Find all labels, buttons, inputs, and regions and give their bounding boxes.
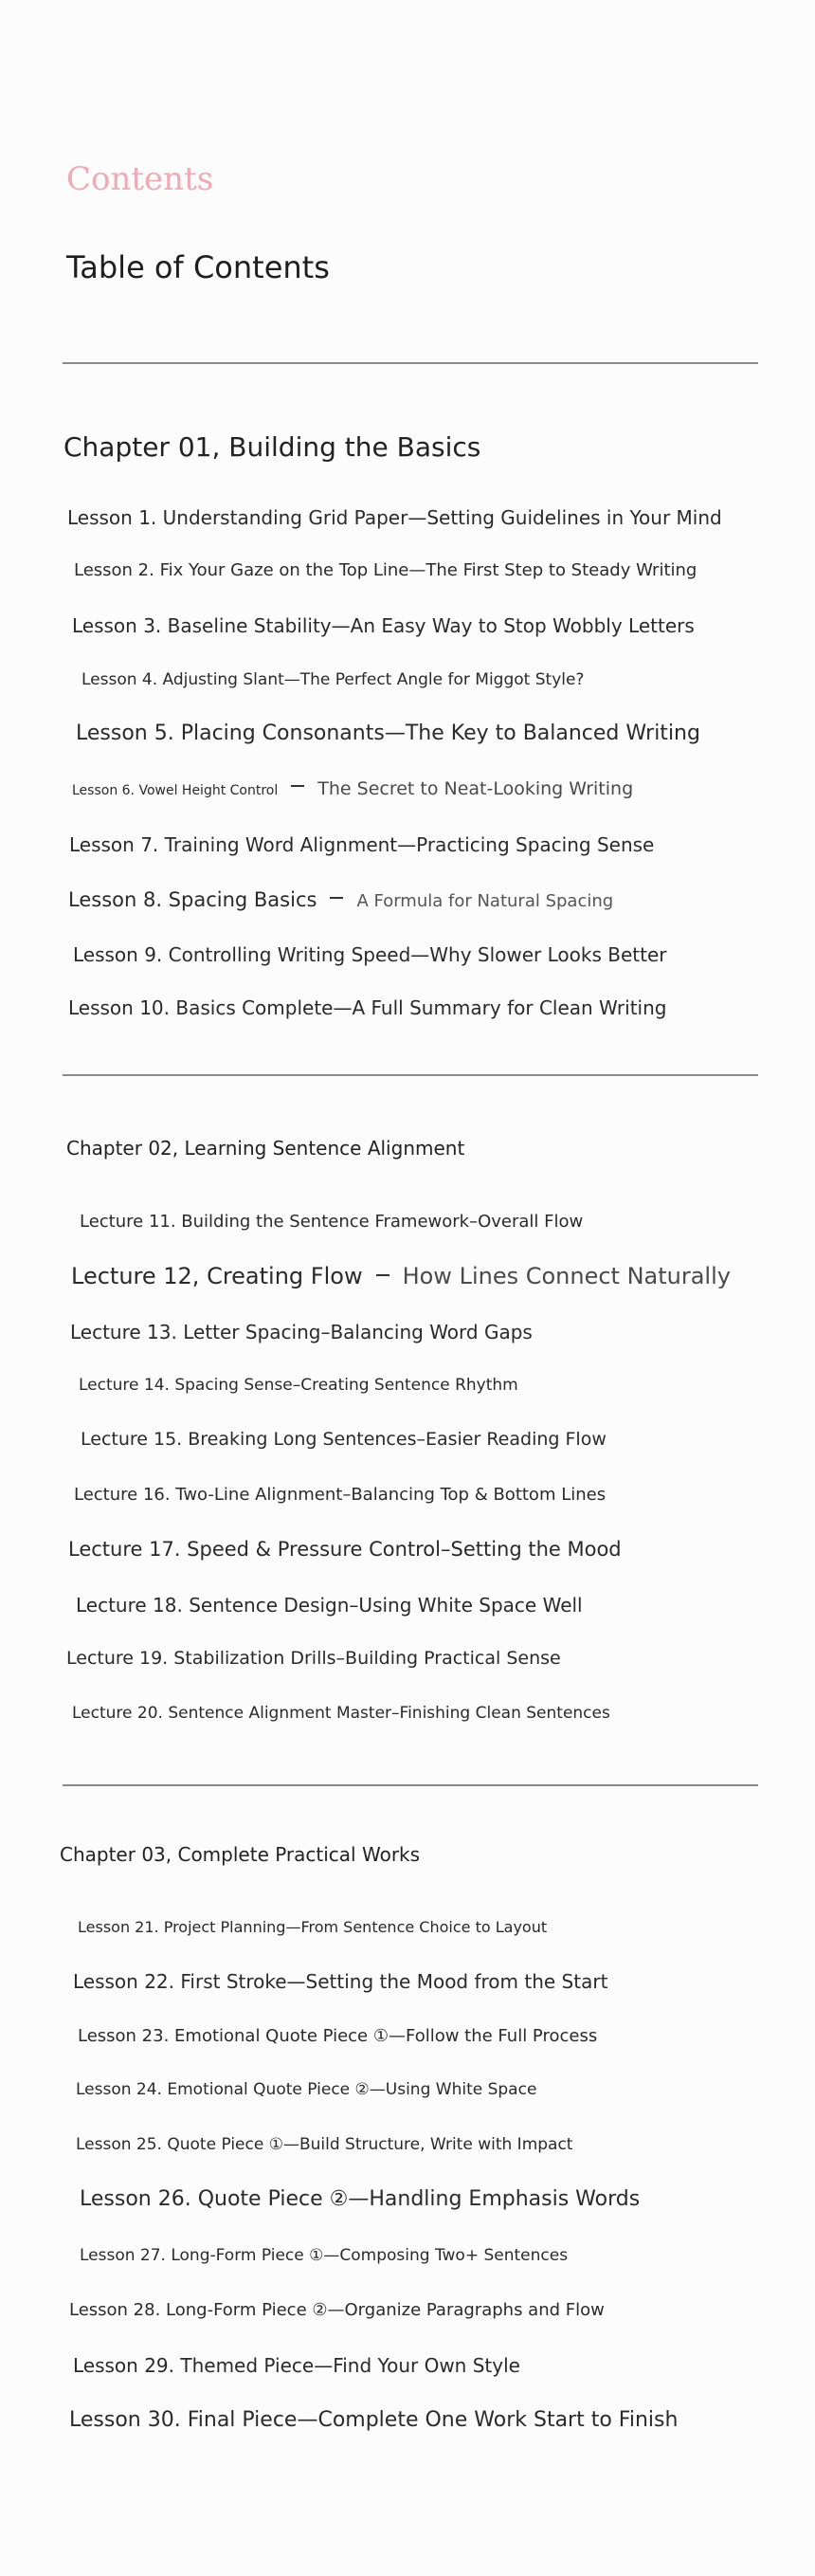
toc-entry[interactable]: Lesson 27. Long-Form Piece ①—Composing Two+ Sentences xyxy=(80,2246,569,2265)
chapter-title: Chapter 03, Complete Practical Works xyxy=(60,1843,421,1866)
toc-entry-sub: How Lines Connect Naturally xyxy=(402,1263,731,1289)
chapter-title: Chapter 02, Learning Sentence Alignment xyxy=(66,1137,465,1160)
toc-entry[interactable]: Lecture 13. Letter Spacing–Balancing Word Gaps xyxy=(70,1321,533,1343)
toc-entry[interactable]: Lesson 7. Training Word Alignment—Practicing Spacing Sense xyxy=(69,833,655,856)
toc-entry[interactable] xyxy=(72,780,633,798)
toc-entry[interactable]: Lecture 17. Speed & Pressure Control–Setting the Mood xyxy=(68,1538,622,1561)
toc-entry[interactable]: Lesson 29. Themed Piece—Find Your Own Style xyxy=(73,2354,520,2377)
toc-entry[interactable]: Lesson 10. Basics Complete—A Full Summary for Clean Writing xyxy=(68,996,667,1019)
toc-entry[interactable]: Lesson 24. Emotional Quote Piece ②—Using White Space xyxy=(76,2080,537,2099)
toc-entry[interactable]: Lesson 4. Adjusting Slant—The Perfect Angle for Miggot Style? xyxy=(82,670,585,689)
divider xyxy=(63,362,758,364)
toc-entry[interactable]: Lesson 25. Quote Piece ①—Build Structure, Write with Impact xyxy=(76,2135,573,2154)
toc-entry-main: Lecture 12, Creating Flow xyxy=(71,1263,363,1289)
toc-entry[interactable]: Lesson 23. Emotional Quote Piece ①—Follow the Full Process xyxy=(78,2026,598,2046)
page-title: Table of Contents xyxy=(66,249,330,285)
toc-entry[interactable]: Lecture 18. Sentence Design–Using White Space Well xyxy=(76,1594,583,1617)
toc-entry[interactable]: Lesson 21. Project Planning—From Sentence Choice to Layout xyxy=(78,1918,548,1936)
toc-entry[interactable] xyxy=(71,1265,731,1288)
toc-entry[interactable]: Lesson 28. Long-Form Piece ②—Organize Paragraphs and Flow xyxy=(69,2300,605,2320)
toc-entry[interactable]: Lecture 14. Spacing Sense–Creating Sentence Rhythm xyxy=(79,1376,518,1395)
toc-entry[interactable]: Lecture 15. Breaking Long Sentences–Easier Reading Flow xyxy=(81,1429,607,1450)
toc-entry-main: Lesson 8. Spacing Basics xyxy=(68,888,317,911)
divider xyxy=(63,1074,758,1076)
toc-entry[interactable]: Lecture 19. Stabilization Drills–Building Practical Sense xyxy=(66,1648,561,1669)
divider xyxy=(63,1784,758,1786)
toc-entry-sub: A Formula for Natural Spacing xyxy=(356,891,614,911)
dash-separator xyxy=(376,1274,389,1276)
toc-entry[interactable]: Lesson 5. Placing Consonants—The Key to Balanced Writing xyxy=(76,722,700,745)
toc-entry-main: Lesson 6. Vowel Height Control xyxy=(72,783,279,798)
toc-entry[interactable]: Lesson 9. Controlling Writing Speed—Why Slower Looks Better xyxy=(73,943,667,966)
toc-entry[interactable]: Lesson 22. First Stroke—Setting the Mood from the Start xyxy=(73,1970,608,1993)
toc-entry[interactable] xyxy=(68,890,613,910)
dash-separator xyxy=(291,785,304,787)
contents-label: Contents xyxy=(66,160,214,198)
toc-entry[interactable]: Lesson 30. Final Piece—Complete One Work Start to Finish xyxy=(69,2408,679,2432)
toc-entry[interactable]: Lecture 20. Sentence Alignment Master–Finishing Clean Sentences xyxy=(72,1704,610,1723)
toc-entry[interactable]: Lesson 1. Understanding Grid Paper—Setting Guidelines in Your Mind xyxy=(67,506,722,529)
toc-entry[interactable]: Lesson 2. Fix Your Gaze on the Top Line—The First Step to Steady Writing xyxy=(74,560,697,580)
dash-separator xyxy=(330,897,343,899)
toc-entry-sub: The Secret to Neat-Looking Writing xyxy=(317,778,634,799)
toc-entry[interactable]: Lecture 16. Two-Line Alignment–Balancing Top & Bottom Lines xyxy=(74,1485,607,1505)
toc-entry[interactable]: Lecture 11. Building the Sentence Framework–Overall Flow xyxy=(80,1212,584,1232)
chapter-title: Chapter 01, Building the Basics xyxy=(63,431,481,463)
toc-entry[interactable]: Lesson 3. Baseline Stability—An Easy Way to Stop Wobbly Letters xyxy=(72,614,695,637)
toc-entry[interactable]: Lesson 26. Quote Piece ②—Handling Emphasis Words xyxy=(80,2187,641,2211)
